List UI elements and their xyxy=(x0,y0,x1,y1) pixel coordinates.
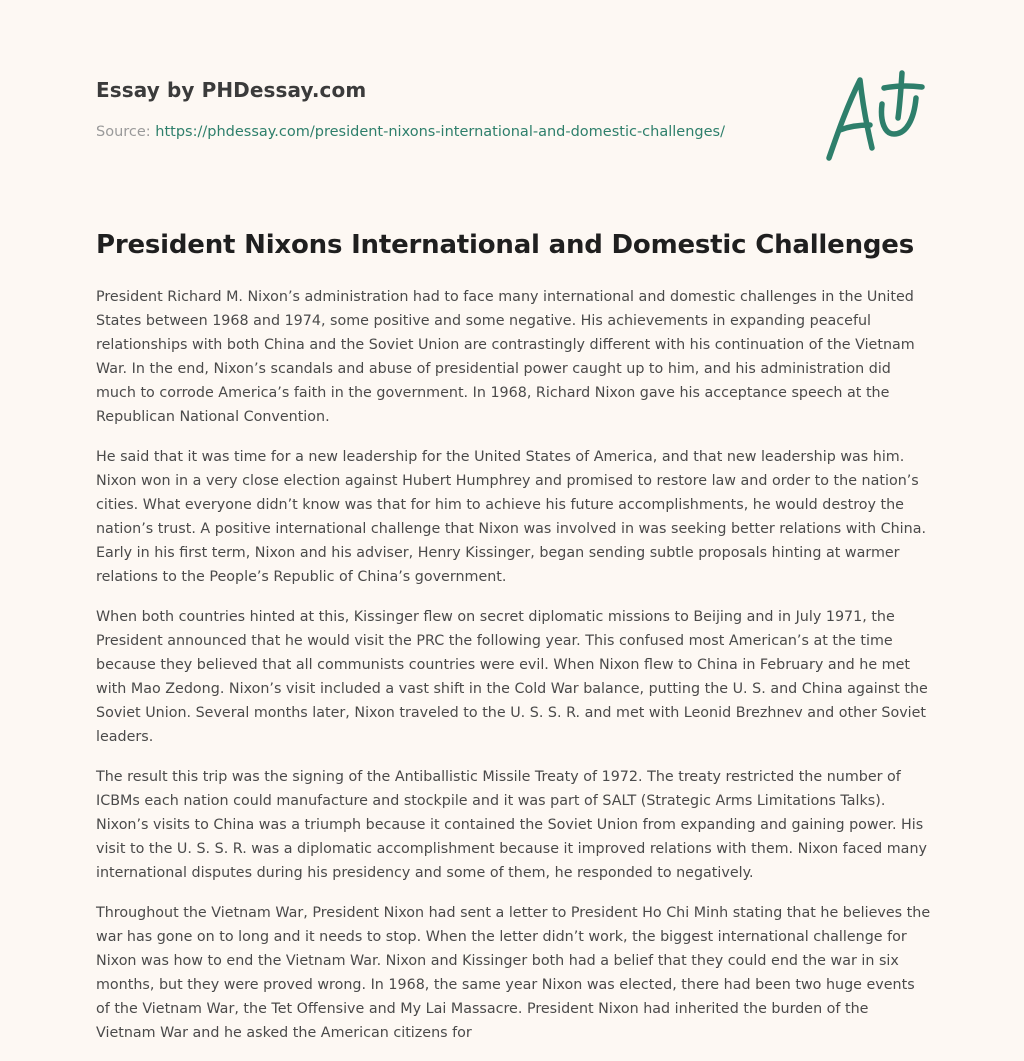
site-brand: Essay by PHDessay.com xyxy=(96,78,367,102)
essay-paragraph: When both countries hinted at this, Kissinger flew on secret diplomatic missions to Beijing and in July 1971, the President announced that he would visit the PRC the following year. This confused most American’s at the time because they believed that all communists countries were evil. When Nixon flew to China in February and he met with Mao Zedong. Nixon’s visit included a vast shift in the Cold War balance, putting the U. S. and China against the Soviet Union. Several months later, Nixon traveled to the U. S. S. R. and met with Leonid Brezhnev and other Soviet leaders. xyxy=(96,609,928,745)
header xyxy=(96,75,796,142)
essay-paragraph: President Richard M. Nixon’s administration had to face many international and domestic challenges in the United States between 1968 and 1974, some positive and some negative. His achievements in expanding peaceful relationships with both China and the Soviet Union are contrastingly different with his continuation of the Vietnam War. In the end, Nixon’s scandals and abuse of presidential power caught up to him, and his administration did much to corrode America’s faith in the government. In 1968, Richard Nixon gave his acceptance speech at the Republican National Convention. xyxy=(96,289,915,425)
essay-paragraph: He said that it was time for a new leadership for the United States of America, and that new leadership was him. Nixon won in a very close election against Hubert Humphrey and promised to restore law and order to the nation’s cities. What everyone didn’t know was that for him to achieve his future accomplishments, he would destroy the nation’s trust. A positive international challenge that Nixon was involved in was seeking better relations with China. Early in his first term, Nixon and his adviser, Henry Kissinger, began sending subtle proposals hinting at warmer relations to the People’s Republic of China’s government. xyxy=(96,449,927,585)
a-plus-logo-icon xyxy=(822,68,928,164)
essay-paragraph: The result this trip was the signing of the Antiballistic Missile Treaty of 1972. The treaty restricted the number of ICBMs each nation could manufacture and stockpile and it was part of SALT (Strategic Arms Limitations Talks). Nixon’s visits to China was a triumph because it contained the Soviet Union from expanding and gaining power. His visit to the U. S. S. R. was a diplomatic accomplishment because it improved relations with them. Nixon faced many international disputes during his presidency and some of them, he responded to negatively. xyxy=(96,769,927,881)
essay-title: President Nixons International and Domestic Challenges xyxy=(96,230,915,260)
essay-paragraph: Throughout the Vietnam War, President Nixon had sent a letter to President Ho Chi Minh stating that he believes the war has gone on to long and it needs to stop. When the letter didn’t work, the biggest international challenge for Nixon was how to end the Vietnam War. Nixon and Kissinger both had a belief that they could end the war in six months, but they were proved wrong. In 1968, the same year Nixon was elected, there had been two huge events of the Vietnam War, the Tet Offensive and My Lai Massacre. President Nixon had inherited the burden of the Vietnam War and he asked the American citizens for xyxy=(96,905,931,1041)
source-link[interactable]: https://phdessay.com/president-nixons-international-and-domestic-challenges/ xyxy=(155,124,725,140)
source-label: Source: xyxy=(96,124,151,140)
source-line xyxy=(96,122,796,142)
essay-body xyxy=(96,285,932,1061)
